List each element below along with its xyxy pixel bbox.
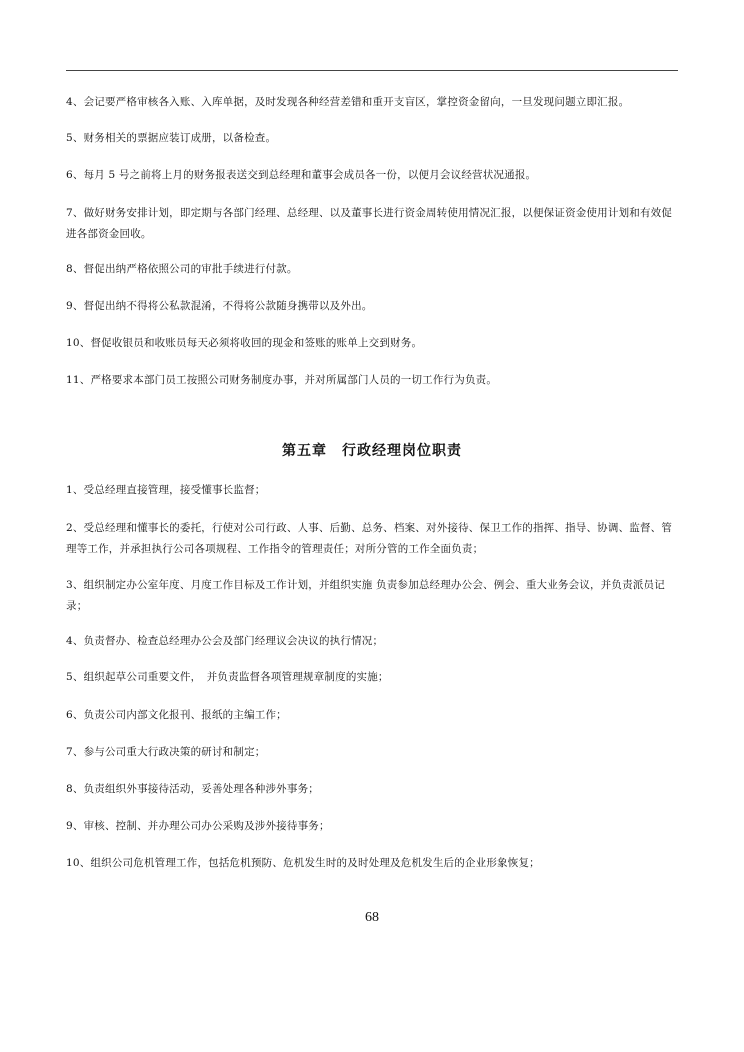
page-number: 68 bbox=[365, 910, 379, 925]
list-item: 4、负责督办、检查总经理办公会及部门经理议会决议的执行情况； bbox=[66, 635, 384, 647]
list-item: 3、组织制定办公室年度、月度工作目标及工作计划，并组织实施 负责参加总经理办公会、例会、重大业务会议，并负责派员记录； bbox=[66, 579, 665, 612]
list-item: 4、会记要严格审核各入账、入库单据，及时发现各种经营差错和重开支盲区，掌控资金留向，一旦发现问题立即汇报。 bbox=[66, 96, 630, 108]
header-rule bbox=[66, 70, 678, 71]
list-item: 2、受总经理和懂事长的委托，行使对公司行政、人事、后勤、总务、档案、对外接待、保卫工作的指挥、指导、协调、监督、管理等工作，并承担执行公司各项规程、工作指令的管理责任；对所分管的工作全面负责； bbox=[66, 522, 673, 555]
list-item: 9、审核、控制、并办理公司办公采购及涉外接待事务； bbox=[66, 820, 330, 832]
list-item: 7、做好财务安排计划，即定期与各部门经理、总经理、以及董事长进行资金周转使用情况汇报，以便保证资金使用计划和有效促进各部资金回收。 bbox=[66, 207, 673, 240]
list-item: 6、每月 5 号之前将上月的财务报表送交到总经理和董事会成员各一份，以便月会议经营状况通报。 bbox=[66, 169, 537, 181]
list-item: 5、财务相关的票据应装订成册，以备检查。 bbox=[66, 132, 277, 144]
list-item: 8、负责组织外事接待活动，妥善处理各种涉外事务； bbox=[66, 783, 319, 795]
list-item: 10、督促收银员和收账员每天必须将收回的现金和签账的账单上交到财务。 bbox=[66, 337, 423, 349]
list-item: 9、督促出纳不得将公私款混淆，不得将公款随身携带以及外出。 bbox=[66, 300, 373, 312]
list-item: 8、督促出纳严格依照公司的审批手续进行付款。 bbox=[66, 263, 298, 275]
list-item: 10、组织公司危机管理工作，包括危机预防、危机发生时的及时处理及危机发生后的企业形象恢复； bbox=[66, 857, 540, 869]
list-item: 5、组织起草公司重要文件， 并负责监督各项管理规章制度的实施； bbox=[66, 671, 389, 683]
list-item: 11、严格要求本部门员工按照公司财务制度办事，并对所属部门人员的一切工作行为负责。 bbox=[66, 374, 498, 386]
chapter-title: 第五章 行政经理岗位职责 bbox=[282, 443, 462, 459]
list-item: 6、负责公司内部文化报刊、报纸的主编工作； bbox=[66, 709, 287, 721]
list-item: 1、受总经理直接管理，接受懂事长监督； bbox=[66, 484, 266, 496]
list-item: 7、参与公司重大行政决策的研讨和制定； bbox=[66, 746, 266, 758]
